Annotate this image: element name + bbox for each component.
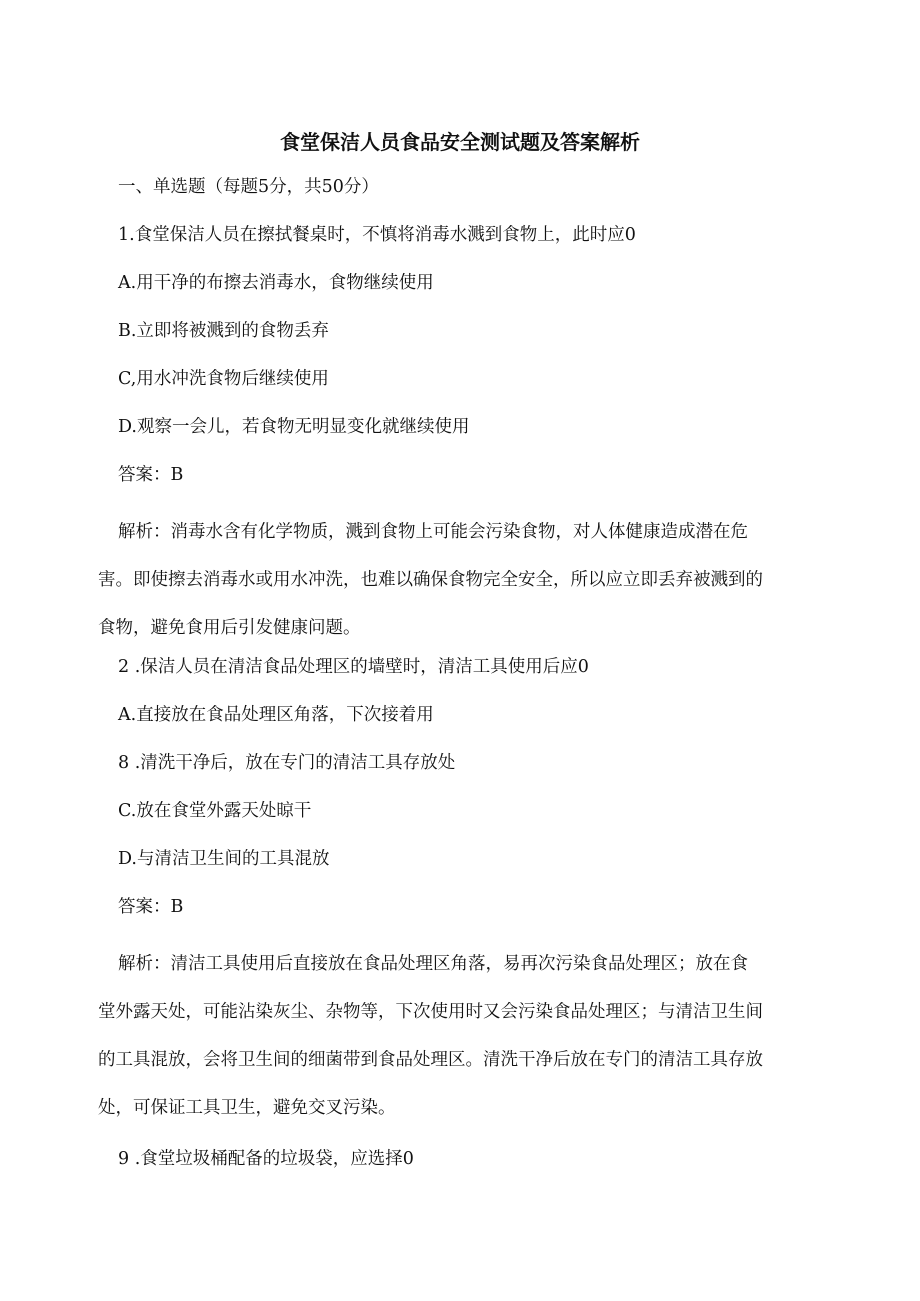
option-d: D.与清洁卫生间的工具混放 bbox=[118, 849, 330, 869]
explanation-line: 解析：消毒水含有化学物质，溅到食物上可能会污染食物，对人体健康造成潜在危 bbox=[118, 522, 748, 542]
option-c: C,用水冲洗食物后继续使用 bbox=[118, 369, 329, 389]
question-stem: 9 .食堂垃圾桶配备的垃圾袋，应选择0 bbox=[118, 1149, 414, 1169]
question-stem: 2 .保洁人员在清洁食品处理区的墙壁时，清洁工具使用后应0 bbox=[118, 657, 589, 677]
spacer bbox=[118, 1132, 850, 1144]
section-heading: 一、单选题（每题5分，共50分） bbox=[118, 177, 379, 197]
option-a: A.直接放在食品处理区角落，下次接着用 bbox=[118, 705, 434, 725]
explanation-line: 食物，避免食用后引发健康问题。 bbox=[98, 618, 361, 638]
answer: 答案：B bbox=[118, 897, 184, 917]
explanation-line: 堂外露天处，可能沾染灰尘、杂物等，下次使用时又会污染食品处理区；与清洁卫生间 bbox=[98, 1002, 763, 1022]
document-body bbox=[98, 172, 850, 1192]
option-a: A.用干净的布擦去消毒水，食物继续使用 bbox=[118, 273, 434, 293]
option-b: 8 .清洗干净后，放在专门的清洁工具存放处 bbox=[118, 753, 456, 773]
explanation-line: 害。即使擦去消毒水或用水冲洗，也难以确保食物完全安全，所以应立即丢弃被溅到的 bbox=[98, 570, 763, 590]
explanation bbox=[98, 508, 850, 652]
question-1 bbox=[98, 220, 850, 652]
question-stem: 1.食堂保洁人员在擦拭餐桌时，不慎将消毒水溅到食物上，此时应0 bbox=[118, 225, 636, 245]
question-3 bbox=[118, 1144, 850, 1192]
answer: 答案：B bbox=[118, 465, 184, 485]
explanation-line: 的工具混放，会将卫生间的细菌带到食品处理区。清洗干净后放在专门的清洁工具存放 bbox=[98, 1050, 763, 1070]
explanation-line: 处，可保证工具卫生，避免交叉污染。 bbox=[98, 1098, 396, 1118]
option-c: C.放在食堂外露天处晾干 bbox=[118, 801, 312, 821]
explanation-line: 解析：清洁工具使用后直接放在食品处理区角落，易再次污染食品处理区；放在食 bbox=[118, 954, 748, 974]
question-2 bbox=[98, 652, 850, 1132]
option-d: D.观察一会儿，若食物无明显变化就继续使用 bbox=[118, 417, 470, 437]
document-title: 食堂保洁人员食品安全测试题及答案解析 bbox=[280, 130, 640, 154]
explanation bbox=[98, 940, 850, 1132]
option-b: B.立即将被溅到的食物丢弃 bbox=[118, 321, 329, 341]
